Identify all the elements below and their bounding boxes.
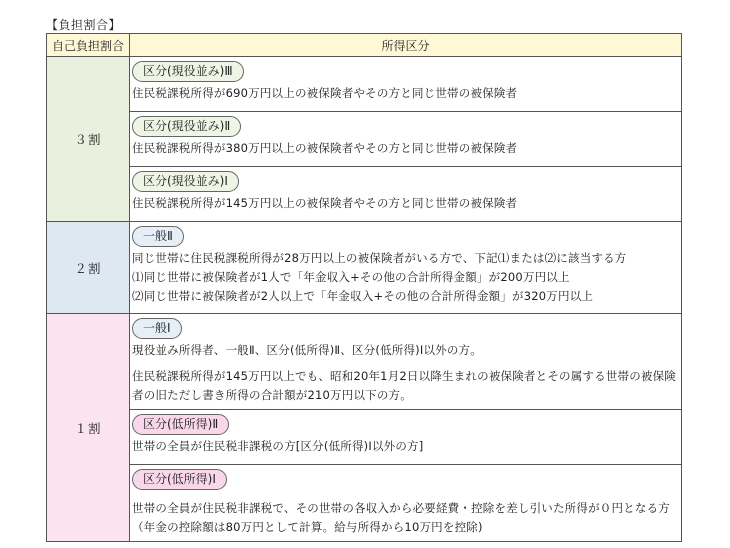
ratio-3: ３割 xyxy=(47,57,130,222)
table-row xyxy=(47,167,682,222)
category-cell xyxy=(130,57,682,112)
header-income-category: 所得区分 xyxy=(130,34,682,57)
ratio-1: １割 xyxy=(47,314,130,542)
category-badge: 区分(現役並み)Ⅰ xyxy=(132,171,239,192)
category-badge: 区分(現役並み)Ⅲ xyxy=(132,61,244,82)
category-cell xyxy=(130,167,682,222)
category-cell xyxy=(130,410,682,465)
category-cell xyxy=(130,112,682,167)
ratio-2: ２割 xyxy=(47,222,130,314)
category-badge: 一般Ⅰ xyxy=(132,318,182,339)
header-ratio: 自己負担割合 xyxy=(47,34,130,57)
category-badge: 区分(低所得)Ⅰ xyxy=(132,469,227,490)
category-cell xyxy=(130,465,682,542)
category-text: 住民税課税所得が145万円以上の被保険者やその方と同じ世帯の被保険者 xyxy=(132,196,518,210)
category-text: ⑴同じ世帯に被保険者が1人で「年金収入+その他の合計所得金額」が200万円以上 xyxy=(132,270,570,284)
category-text: 住民税課税所得が145万円以上でも、昭和20年1月2日以降生まれの被保険者とその属する世帯の被保険者の旧ただし書き所得の合計額が210万円以下の方。 xyxy=(132,369,677,402)
category-text: 住民税課税所得が690万円以上の被保険者やその方と同じ世帯の被保険者 xyxy=(132,86,518,100)
category-text: 現役並み所得者、一般Ⅱ、区分(低所得)Ⅱ、区分(低所得)Ⅰ以外の方。 xyxy=(132,343,482,357)
category-text: 同じ世帯に住民税課税所得が28万円以上の被保険者がいる方で、下記⑴または⑵に該当する方 xyxy=(132,251,627,265)
category-text: ⑵同じ世帯に被保険者が2人以上で「年金収入+その他の合計所得金額」が320万円以上 xyxy=(132,289,594,303)
table-row xyxy=(47,112,682,167)
table-row xyxy=(47,222,682,314)
category-cell xyxy=(130,222,682,314)
table-row xyxy=(47,57,682,112)
category-cell xyxy=(130,314,682,410)
table-row xyxy=(47,410,682,465)
table-row xyxy=(47,465,682,542)
table-row xyxy=(47,314,682,410)
category-badge: 区分(低所得)Ⅱ xyxy=(132,414,229,435)
category-text: 世帯の全員が住民税非課税で、その世帯の各収入から必要経費・控除を差し引いた所得が０円となる方（年金の控除額は80万円として計算。給与所得から10万円を控除) xyxy=(132,501,670,534)
header-row xyxy=(47,34,682,57)
category-text: 住民税課税所得が380万円以上の被保険者やその方と同じ世帯の被保険者 xyxy=(132,141,518,155)
category-badge: 一般Ⅱ xyxy=(132,226,184,247)
category-badge: 区分(現役並み)Ⅱ xyxy=(132,116,241,137)
burden-ratio-table xyxy=(46,33,682,542)
table-caption: 【負担割合】 xyxy=(46,18,122,32)
category-text: 世帯の全員が住民税非課税の方[区分(低所得)Ⅰ以外の方] xyxy=(132,439,424,453)
